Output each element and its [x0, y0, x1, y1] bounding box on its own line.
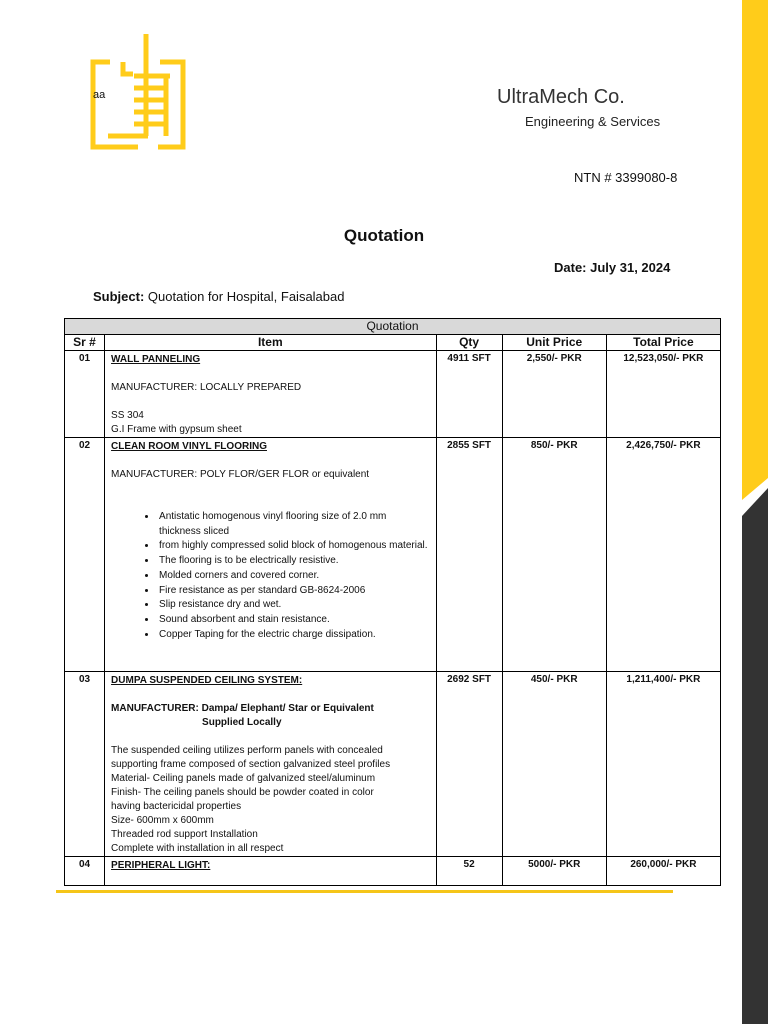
row-unit-price: 850/- PKR [502, 438, 606, 672]
row-total-price: 1,211,400/- PKR [606, 672, 720, 857]
yellow-edge-band [742, 0, 768, 500]
item-line: SS 304 [111, 410, 144, 421]
item-line: Complete with installation in all respect [111, 843, 284, 854]
table-row [65, 438, 721, 672]
item-bullet-list [111, 510, 430, 642]
row-unit-price: 2,550/- PKR [502, 351, 606, 438]
row-total-price: 2,426,750/- PKR [606, 438, 720, 672]
ntn-number: NTN # 3399080-8 [574, 170, 678, 185]
item-line: supporting frame composed of section galvanized steel profiles [111, 759, 391, 770]
table-caption-row [65, 319, 721, 335]
row-item [105, 857, 437, 886]
item-manufacturer-note: Supplied Locally [202, 717, 282, 728]
row-qty: 2855 SFT [436, 438, 502, 672]
company-tagline: Engineering & Services [525, 114, 661, 129]
item-line: Material- Ceiling panels made of galvanized steel/aluminum [111, 773, 376, 784]
row-qty: 52 [436, 857, 502, 886]
item-line: Finish- The ceiling panels should be powder coated in color [111, 787, 374, 798]
list-item: • Fire resistance as per standard GB-8624-2006 [157, 584, 430, 599]
item-manufacturer: MANUFACTURER: Dampa/ Elephant/ Star or Equivalent [111, 703, 374, 714]
row-sr: 02 [65, 438, 105, 672]
table-row [65, 857, 721, 886]
row-sr: 03 [65, 672, 105, 857]
table-header-row [65, 335, 721, 351]
list-item: • Copper Taping for the electric charge dissipation. [157, 628, 430, 643]
header-qty: Qty [436, 335, 502, 351]
table-row [65, 672, 721, 857]
row-sr: 01 [65, 351, 105, 438]
table-row [65, 351, 721, 438]
item-manufacturer: MANUFACTURER: LOCALLY PREPARED [111, 382, 302, 393]
item-line: Threaded rod support Installation [111, 829, 258, 840]
header-sr: Sr # [65, 335, 105, 351]
item-manufacturer: MANUFACTURER: POLY FLOR/GER FLOR or equivalent [111, 469, 370, 480]
item-line: The suspended ceiling utilizes perform panels with concealed [111, 745, 383, 756]
row-total-price: 12,523,050/- PKR [606, 351, 720, 438]
document-subject [93, 289, 344, 304]
item-title: CLEAN ROOM VINYL FLOORING [111, 441, 267, 452]
dark-edge-band [742, 488, 768, 1024]
row-total-price: 260,000/- PKR [606, 857, 720, 886]
item-line: having bactericidal properties [111, 801, 242, 812]
header-total-price: Total Price [606, 335, 720, 351]
subject-text: Quotation for Hospital, Faisalabad [147, 289, 345, 304]
row-qty: 4911 SFT [436, 351, 502, 438]
row-item [105, 672, 437, 857]
subject-label: Subject: [93, 289, 145, 304]
row-qty: 2692 SFT [436, 672, 502, 857]
row-sr: 04 [65, 857, 105, 886]
footer-divider [56, 890, 673, 893]
item-line: G.I Frame with gypsum sheet [111, 424, 242, 435]
list-item: • from highly compressed solid block of homogenous material. [157, 539, 430, 554]
quotation-table [64, 318, 721, 886]
list-item: • Antistatic homogenous vinyl flooring size of 2.0 mm thickness sliced [157, 510, 430, 539]
list-item: • Slip resistance dry and wet. [157, 598, 430, 613]
logo-small-text: aa [93, 89, 106, 101]
row-unit-price: 5000/- PKR [502, 857, 606, 886]
list-item: • The flooring is to be electrically resistive. [157, 554, 430, 569]
item-line: Size- 600mm x 600mm [111, 815, 214, 826]
list-item: • Sound absorbent and stain resistance. [157, 613, 430, 628]
header-item: Item [105, 335, 437, 351]
header-unit-price: Unit Price [502, 335, 606, 351]
row-item [105, 351, 437, 438]
document-date: Date: July 31, 2024 [554, 260, 671, 275]
list-item: • Molded corners and covered corner. [157, 569, 430, 584]
table-caption: Quotation [65, 319, 721, 335]
document-title: Quotation [343, 226, 425, 245]
right-edge-decoration [736, 0, 768, 1024]
row-item [105, 438, 437, 672]
item-title: DUMPA SUSPENDED CEILING SYSTEM: [111, 675, 303, 686]
item-title: WALL PANNELING [111, 354, 201, 365]
item-title: PERIPHERAL LIGHT: [111, 860, 211, 871]
row-unit-price: 450/- PKR [502, 672, 606, 857]
company-name: UltraMech Co. [497, 86, 625, 108]
